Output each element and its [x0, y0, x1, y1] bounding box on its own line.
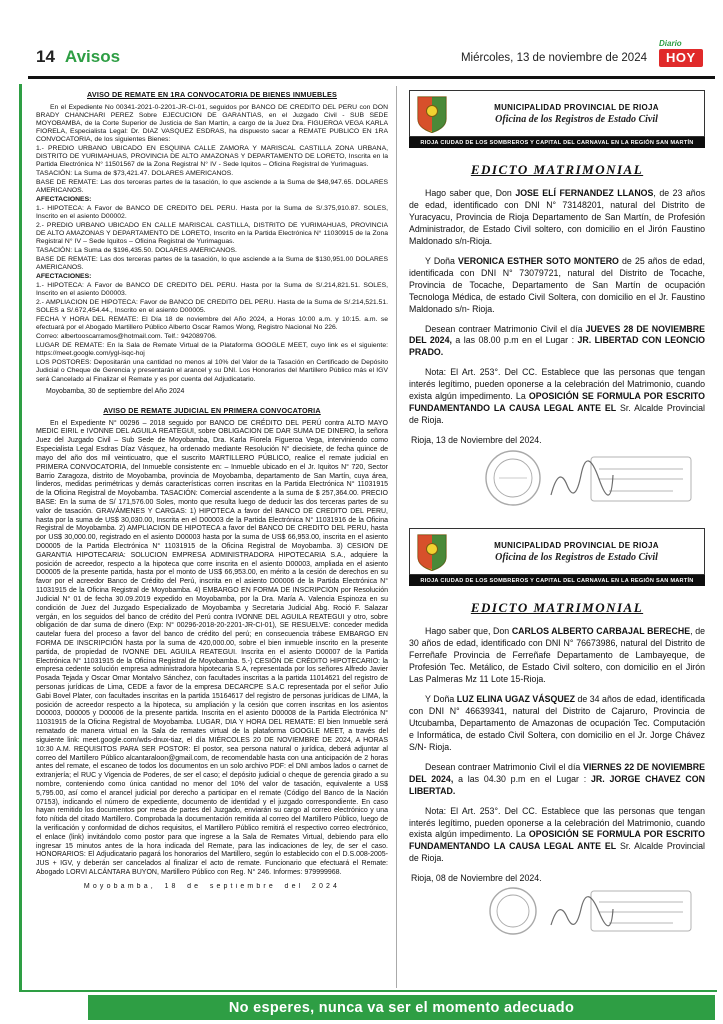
edicto-text: Sr. Alcalde Provincial de Rioja. [409, 403, 705, 426]
edicto-paragraph-note [409, 367, 705, 427]
notice-paragraph: En el Expediente No 00341-2021-0-2201-JR-CI-01, seguidos por BANCO DE CREDITO DEL PERU con DON BRADY CHANCHARI PEREZ Sobre EJECUCION DE GARANTIAS, en el Juzgado Civil - SUB SEDE MOYOBAMBA, de la Corte Superior de Justicia de San Martín, a cargo de la Juez Dra. FIGUEROA VEGA KARLA FIORELA, Especialista Legal: Dr. DIAZ VASQUEZ ESDRAS, ha dispuesto sacar a REMATE PUBLICO EN 1RA CONVOCATORIA, de los siguientes Bienes: [36, 104, 388, 144]
edicto-paragraph-groom [409, 626, 705, 686]
ceremony-place: JR. LIBERTAD CON LEONCIO PRADO. [409, 335, 706, 358]
notice-paragraph: TASACIÓN: La Suma de $73,421.47. DOLARES AMERICANOS. [36, 170, 234, 178]
notice-dateline: Moyobamba, 30 de septiembre del Año 2024 [46, 387, 185, 395]
edicto-text: Hago saber que, Don [425, 188, 516, 198]
edicto-text: Nota: El Art. 253°. Del CC. Establece que las personas que tengan interés legítimo, pueden oponerse a la celebración del Matrimonio, cuando exista algún impedimento. La [409, 805, 705, 840]
notice-paragraph: LUGAR DE REMATE: En la Sala de Remate Virtual de la Plataforma GOOGLE MEET, cuyo link es el siguiente: https://meet.google.com/ygl-isqc-hoj [36, 342, 388, 358]
ceremony-place: JR. JORGE CHAVEZ CON LIBERTAD. [409, 773, 705, 796]
edicto-text: a las 04.30 p.m en el Lugar : [453, 773, 591, 784]
notice-paragraph: BASE DE REMATE: Las dos terceras partes de la tasación, lo que asciende a la Suma de $130,951.00 DOLARES AMERICANOS. [36, 256, 388, 272]
notice-paragraph: 1.- HIPOTECA: A Favor de BANCO DE CREDITO DEL PERU. Hasta por la Suma de S/.375,910.87. SOLES, Inscrito en el asiento D00002. [36, 205, 388, 221]
official-stamps [409, 447, 705, 514]
edicto-dateline: Rioja, 08 de Noviembre del 2024. [411, 873, 542, 884]
edicto-text: de 25 años de edad, identificada con DNI N° 73079721, natural del Distrito de Tocache, Provincia de Tocache, Departamento de San Martín de ocupación Tecnologa Médica, de estado Civil Soltera, con domicilio en el Jr. Faustino Maldonado s/n- Rioja. [409, 255, 705, 314]
header-divider [28, 76, 715, 79]
notice-paragraph: 1.- PREDIO URBANO UBICADO EN ESQUINA CALLE ZAMORA Y MARISCAL CASTILLA ZONA URBANA, DISTRITO DE YURIMAHUAS, PROVINCIA DE ALTO AMAZONAS Y DEPARTAMENTO DE LORETO, Inscrita en la Partida Electrónica N° 11501567 de la Zona Registral N° IV - Sede Iquitos – Oficina Registral de Yurimaguas. [36, 145, 388, 169]
edicto-text: Hago saber que, Don [425, 626, 512, 637]
notice-title: AVISO DE REMATE EN 1RA CONVOCATORIA DE BIENES INMUEBLES [87, 90, 337, 99]
edicto-text: , de 23 años de edad, identificado con DNI N° 73148201, natural del Distrito de Yuracyacu, Provincia de Rioja Departamento de San Martín, de Profesión Administrador, de Estado Civil soltero, con domicilio en el Jirón Faustino Maldonado s/n-Rioja. [409, 188, 705, 246]
edicto-text: Sr. Alcalde Provincial de Rioja. [409, 841, 705, 864]
notice-paragraph: AFECTACIONES: [36, 273, 92, 281]
edicto-title: EDICTO MATRIMONIAL [470, 600, 644, 616]
edicto-paragraph-note [409, 806, 705, 866]
notice-paragraph: FECHA Y HORA DEL REMATE: El Día 18 de noviembre del Año 2024, a Horas 10:00 a.m. y 10:15. a.m. se efectuará por el Abogado Martillero Público Alberto Oscar Ramos Wong, Registro Nacional No 226. [36, 316, 388, 332]
edicto-title: EDICTO MATRIMONIAL [470, 162, 644, 177]
edictos-column [405, 86, 707, 988]
edicto-dateline: Rioja, 13 de Noviembre del 2024. [411, 435, 542, 446]
edicto-text: , de 30 años de edad, identificado con DNI N° 76673986, natural del Distrito de Ferreñafe Provincia de Ferreñafe Departamento de Lambayeque, de Profesión Tec. Metálico, de Estado Civil soltero, con domicilio en el Jirón Las Palmeras Mz 11 Lote 15-Rioja. [409, 626, 705, 684]
diario-hoy-logo [659, 40, 707, 67]
edicto-text: a las 08.00 p.m en el Lugar : [451, 335, 578, 346]
municipal-name: MUNICIPALIDAD PROVINCIAL DE RIOJA [494, 541, 659, 551]
official-stamps [409, 885, 705, 942]
notice-title: AVISO DE REMATE JUDICIAL EN PRIMERA CONVOCATORIA [103, 405, 321, 415]
municipal-motto-bar: RIOJA CIUDAD DE LOS SOMBREROS Y CAPITAL DEL CARNAVAL EN LA REGIÓN SAN MARTÍN [409, 575, 705, 586]
rioja-crest-icon [416, 533, 448, 571]
page-number: 14 [36, 47, 55, 66]
auction-notice-1 [36, 90, 388, 396]
edicto-matrimonial-2 [409, 528, 705, 942]
footer-rule [19, 990, 717, 992]
notice-paragraph: Correo: albertooscarramos@hotmail.com. Telf.: 942089706. [36, 333, 217, 341]
legal-notices-column [36, 86, 388, 988]
notice-paragraph: BASE DE REMATE: Las dos terceras partes de la tasación, lo que asciende a la Suma de $48,947.65. DOLARES AMERICANOS. [36, 179, 388, 195]
edicto-paragraph-ceremony [409, 762, 705, 798]
bride-name: VERONICA ESTHER SOTO MONTERO [458, 255, 619, 266]
municipal-motto-bar: RIOJA CIUDAD DE LOS SOMBREROS Y CAPITAL DEL CARNAVAL EN LA REGIÓN SAN MARTÍN [409, 137, 705, 148]
groom-name: JOSE ELÍ FERNANDEZ LLANOS [515, 188, 654, 198]
opposition-clause: OPOSICIÓN SE FORMULA POR ESCRITO FUNDAMENTANDO LA CAUSA LEGAL ANTE EL [409, 829, 705, 852]
logo-hoy-text: HOY [659, 49, 703, 67]
civil-registry-office: Oficina de los Registros de Estado Civil [495, 552, 658, 564]
ceremony-date: JUEVES 28 DE NOVIEMBRE DEL 2024, [409, 323, 705, 346]
auction-notice-2 [36, 406, 388, 892]
edicto-paragraph-bride [409, 256, 705, 316]
edicto-matrimonial-1 [409, 90, 705, 514]
notice-body: En el Expediente N° 00296 – 2018 seguido por BANCO DE CRÉDITO DEL PERÚ contra ALTO MAYO MEDIC EIRIL e IVONNE DEL AGUILA REATEGUI, sobre OBLIGACION DE DAR SUMA DE DINERO, la señora Juez del Juzgado Civil – Sub Sede de Moyobamba, Dra. Karla Fiorela Figueroa Vega, interviniendo como Especialista Legal Esdras Díaz Vásquez, ha ordenado mediante Resolución N° diecisiete, de fecha quince de mayo del año dos mil veinticuatro, que el suscrito MARTILLERO PÚBLICO, realice el remate judicial en PRIMERA CONVOCATORIA, del Inmueble consistente en: – Inmueble ubicado en el Jr. Iquitos N° 720, Sector Barrio Zaragoza, distrito de Moyobamba, provincia de Moyobamba, departamento de San Martín, cuya área, linderos, medidas perimétricas y demás características corren inscritas en la Partida Electrónica N° 11031915 de la Oficina Registral de Moyobamba. TASACIÓN: Comercial ascendente a la suma de $ 257,364.00. PRECIO BASE: En la suma de S/ 171,576.00 Soles, monto que resulta luego de deducir las dos terceras partes de su valor de tasación. GRAVÁMENES Y CARGAS: 1) HIPOTECA a favor del BANCO DE CREDITO DEL PERU, hasta por la suma de US$ 30,030.00, Inscrita en el D00003 de la Partida Electrónica N° 11031916 de la Oficina Registral de Moyobamba. 2) AMPLIACION DE HIPOTECA a favor del BANCO DE CREDITO DEL PERU, hasta por US$ 30,000.00, registrado en el asiento D00003 hasta por la suma de US$ 66,953.00, inscrita en el asiento D00005 de la Partida Electrónica N° 11031915 de la Oficina Registral de Moyobamba. 3) CESION DE GARANTIA HIPOTECARIA: SOLUCION EMPRESA ADMINISTRADORA HIPOTECARIA S.A., adquiere la posición de acreedor, respecto a la hipoteca que corre inscrita en el asiento D00003, ampliada en el asiento D00005 de la presente partida, hasta por el monto de US$ 66,953.00, en mérito a la cesión de derechos en su favor por el acreedor Banco de Crédito del Perú, inscrita en el asiento D00006 de la Partida Electrónica N° 11031915 de la Oficina Registral de Moyobamba. 4) EMBARGO EN FORMA DE INSCRIPCION por Resolución Judicial N° 01 de fecha 30.09.2019 expedido en Moyobamba, por la Dra. María A. Valencia Espinoza en su condición de Juez del Juzgado Especializado de Moyobamba y Secretaria Judicial Abg. Roció F. Salazar vergán, en los seguidos del banco de crédito del Perú contra IVONNE DEL AGUILA REATEGUI y otro, sobre obligación de dar suma de dinero (Exp: N° 00296-2018-20-2201-JR-CI-01), SE RESUELVE: conceder medida cautelar fuera del proceso a favor del banco de crédito del perú; en consecuencia trábese EMBARGO EN FORMA DE INSCRIPCIÓN hasta por la suma de 420,000.00, sobre el bien inmueble inscrito en la presente partida, de propiedad de IVONNE DEL AGUILA REATEGUI. Inscrita en el asiento D00007 de la Partida Electrónica N° 11031915 de la Oficina Registral de Moyobamba. 5.-) CESIÓN DE CRÉDITO HIPOTECARIO: la empresa cedente solución empresa administradora hipotecaria S.A, representada por los señores Alfredo Javier Posada Tejada y Oscar Omar Montalvo Sánchez, con facultades inscritas a la partida 11014621 del registro de personas jurídicas de Lima, CEDE a favor de la empresa DECARCPE S.A.C representada por el señor Julio Gabi Bovel Plater, con facultades inscritas en la partida 15164617 del registro de personas jurídicas de LIMA, la posición de acreedor respecto a la hipoteca, su ampliación y la cesión que corren inscritas en los asientos D00003, D00005 y D00006 de la presente partida. Inscrita en el asiento D00008 de la Partida Electrónica N° 11031915 de la Oficina Registral de Moyobamba. LUGAR, DIA Y HORA DEL REMATE: El bien Inmueble será rematado de manera virtual en la Sala de remates virtual de la plataforma GOOGLE MEET, a través del siguiente link: meet.google.com/wds-dnux-tiaz, el día MIÉRCOLES 20 DE NOVIEMBRE DE 2024, A HORAS 10:30 A.M. REQUISITOS PARA SER POSTOR: El postor, sea persona natural o jurídica, deberá adjuntar al correo del Martillero Público alcantaraloon@gmail.com, de recomendable hasta con una anticipación de 2 horas antes del remate, el escaneo de todos los documentos en un solo archivo PDF: el DNI ambos lados o carnet de extranjería; el RUC y Vigencia de Poderes, de ser el caso; el depósito judicial o cheque de gerencia girado a su nombre, conteniendo como única cantidad no menor del 10% del valor de tasación, equivalente a US$ 5,795.00, así como el arancel judicial por derecho a participar en el remate (Código del Banco de la Nación 07153), indicando el número de expediente, documento de identidad y el juzgado correspondiente. En caso hayan remitido los documentos por mesa de partes del Juzgado, enviarán su cargo al correo electrónico y una foto nítida del citado Martillero. Comprobada la documentación remitida al correo del Martillero Público, luego de la verificación y conformidad de dichos requisitos, el Martillero Público remitirá el respectivo correo electrónico, el enlace (link) invitándolo como postor para que ingrese a la Sala de Remates Virtual, debiendo para ello ingresar 15 minutos antes de la hora indicada del Remate, para las indicaciones de ley, de ser el caso. HONORARIOS: El Adjudicatario pagará los honorarios del Martillero, según lo establecido con el D.S.008-2005-JUS + IGV, y deberán ser cancelados al finalizar el acto de remate. Funcionario que efectuará el Remate: Abogado LORVI ALCÁNTARA BUYON, Martillero Público con Reg. N° 246. Informes: 979999968. [36, 419, 388, 877]
edition-date: Miércoles, 13 de noviembre de 2024 [460, 52, 647, 64]
footer-banner [88, 995, 715, 1020]
edicto-text: Nota: El Art. 253°. Del CC. Establece que las personas que tengan interés legítimo, pueden oponerse a la celebración del Matrimonio, cuando exista algún impedimento. La [409, 367, 705, 402]
edicto-text: Desean contraer Matrimonio Civil el día [425, 323, 586, 334]
left-accent-bar [19, 84, 22, 990]
content-columns [36, 86, 707, 988]
section-title: Avisos [64, 47, 121, 66]
municipal-name: MUNICIPALIDAD PROVINCIAL DE RIOJA [494, 103, 659, 112]
notice-paragraph: 2.- PREDIO URBANO UBICADO EN CALLE MARISCAL CASTILLA, DISTRITO DE YURIMAHUAS, PROVINCIA DE ALTO AMAZONAS Y DEPARTAMENTO DE LORETO, Inscrito en la Partida Electrónica N° 11030915 de la Zona Registral N° IV – Sede Iquitos – Oficina Registral de Yurimaguas. [36, 222, 388, 246]
logo-diario-text: Diario [659, 39, 682, 48]
edicto-paragraph-groom [409, 188, 705, 248]
municipal-header [409, 90, 705, 137]
edicto-paragraph-bride [409, 694, 705, 754]
footer-banner-text: No esperes, nunca va ser el momento adecuado [228, 999, 575, 1016]
edicto-text: de 34 años de edad, identificada con DNI N° 46639341, natural del Distrito de Cajaruro, Provincia de Utcubamba, Departamento de Amazonas de ocupación Tec. Computación e Informática, de estado Civil Soltera, con domicilio en el Jr. Jorge Chávez S/N- Rioja. [409, 693, 705, 752]
notice-paragraph: AFECTACIONES: [36, 196, 92, 204]
civil-registry-office: Oficina de los Registros de Estado Civil [495, 114, 658, 125]
notice-dateline: Moyobamba, 18 de septiembre del 2024 [83, 882, 341, 890]
notice-paragraph: 1.- HIPOTECA: A Favor de BANCO DE CREDITO DEL PERU. Hasta por la Suma de S/.214,821.51. SOLES, Inscrito en el asiento D00003. [36, 282, 388, 298]
notice-paragraph: 2.- AMPLIACION DE HIPOTECA: Favor de BANCO DE CREDITO DEL PERU. Hasta de la Suma de S/.214,521.51. SOLES a S/.672,454.44., Inscrito en el asiento D00005. [36, 299, 388, 315]
page-header [36, 40, 707, 67]
rioja-crest-icon [416, 95, 448, 133]
bride-name: LUZ ELINA UGAZ VÁSQUEZ [456, 693, 575, 704]
edicto-text: Y Doña [425, 255, 458, 266]
edicto-text: Y Doña [425, 693, 457, 704]
ceremony-date: VIERNES 22 DE NOVIEMBRE DEL 2024, [409, 761, 705, 784]
edicto-paragraph-ceremony [409, 324, 705, 360]
opposition-clause: OPOSICIÓN SE FORMULA POR ESCRITO FUNDAMENTANDO LA CAUSA LEGAL ANTE EL [409, 391, 705, 414]
notice-paragraph: TASACIÓN: La Suma de $196,435.50. DOLARES AMERICANOS. [36, 247, 237, 255]
municipal-header [409, 528, 705, 575]
column-divider [396, 86, 397, 988]
groom-name: CARLOS ALBERTO CARBAJAL BERECHE [511, 626, 691, 637]
notice-paragraph: LOS POSTORES: Depositarán una cantidad no menos al 10% del Valor de la Tasación en Certificado de Depósito Judicial o Cheque de Gerencia y presentarán el arancel y su DNI. Los Honorarios del Martillero Público más el IGV será Cancelado al Finalizar el Remate y es por cuenta del Adjudicatario. [36, 359, 388, 383]
edicto-text: Desean contraer Matrimonio Civil el día [425, 761, 583, 772]
